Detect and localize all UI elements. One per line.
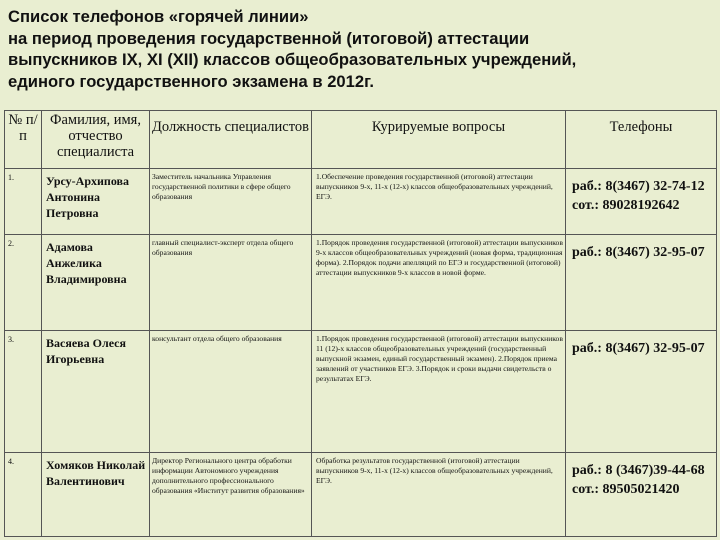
phone-work: раб.: 8 (3467)39-44-68: [572, 463, 705, 478]
row-num: 2.: [5, 235, 42, 331]
hotline-table: [4, 110, 717, 537]
specialist-issues: 1.Порядок проведения государственной (итоговой) аттестации выпускников 11 (12)-х классов общеобразовательных учреждений (государственный выпускной экзамен, единый государственный экзамен). 2.Порядок приема заявлений от участников ЕГЭ. 3.Порядок и сроки выдачи свидетельств о результатах ЕГЭ.: [312, 331, 566, 453]
table-header-row: [5, 111, 717, 169]
phone-work: раб.: 8(3467) 32-74-12: [572, 179, 705, 194]
title-line: на период проведения государственной (итоговой) аттестации: [8, 28, 530, 48]
document-title: [8, 6, 714, 92]
specialist-position: главный специалист-эксперт отдела общего образования: [150, 235, 312, 331]
phones-cell: [566, 331, 717, 453]
title-line: Список телефонов «горячей линии»: [8, 7, 309, 26]
header-name: Фамилия, имя, отчество специалиста: [42, 111, 150, 169]
specialist-name: Адамова Анжелика Владимировна: [42, 235, 150, 331]
phones-cell: [566, 169, 717, 235]
title-line: выпускников IX, XI (XII) классов общеобразовательных учреждений,: [8, 50, 577, 69]
row-num: 3.: [5, 331, 42, 453]
header-phones: Телефоны: [566, 111, 717, 169]
phones-cell: [566, 235, 717, 331]
specialist-position: Директор Регионального центра обработки информации Автономного учреждения дополнительного профессионального образования «Институт развития образования»: [150, 453, 312, 537]
table-row: [5, 169, 717, 235]
header-position: Должность специалистов: [150, 111, 312, 169]
specialist-position: Заместитель начальника Управления государственной политики в сфере общего образования: [150, 169, 312, 235]
header-issues: Курируемые вопросы: [312, 111, 566, 169]
header-num: № п/п: [5, 111, 42, 169]
phone-work: раб.: 8(3467) 32-95-07: [572, 245, 705, 260]
phone-mobile: сот.: 89028192642: [572, 198, 680, 213]
title-line: единого государственного экзамена в 2012г.: [8, 71, 374, 91]
table-row: [5, 331, 717, 453]
specialist-name: Урсу-Архипова Антонина Петровна: [42, 169, 150, 235]
specialist-issues: 1.Порядок проведения государственной (итоговой) аттестации выпускников 9-х классов общеобразовательных учреждений (новая форма, традиционная форма). 2.Порядок подачи апелляций по ЕГЭ и государственной (итоговой) аттестации выпускников 9-х классов в новой форме.: [312, 235, 566, 331]
row-num: 1.: [5, 169, 42, 235]
phone-mobile: сот.: 89505021420: [572, 482, 680, 497]
specialist-position: консультант отдела общего образования: [150, 331, 312, 453]
specialist-issues: Обработка результатов государственной (итоговой) аттестации выпускников 9-х, 11-х (12-х) классов общеобразовательных учреждений, ЕГЭ.: [312, 453, 566, 537]
specialist-name: Васяева Олеся Игорьевна: [42, 331, 150, 453]
table-row: [5, 453, 717, 537]
specialist-name: Хомяков Николай Валентинович: [42, 453, 150, 537]
specialist-issues: 1.Обеспечение проведения государственной (итоговой) аттестации выпускников 9-х, 11-х (12-х) классов общеобразовательных учреждений, ЕГЭ.: [312, 169, 566, 235]
table-row: [5, 235, 717, 331]
phones-cell: [566, 453, 717, 537]
phone-work: раб.: 8(3467) 32-95-07: [572, 341, 705, 356]
row-num: 4.: [5, 453, 42, 537]
